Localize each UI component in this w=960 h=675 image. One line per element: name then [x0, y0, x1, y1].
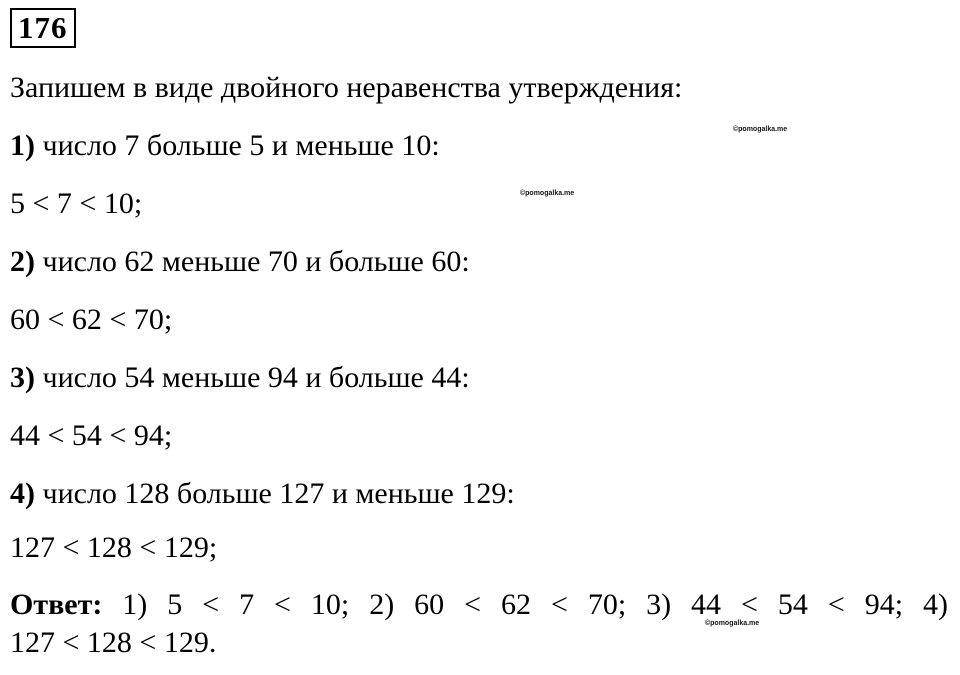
watermark-1: ©pomogalka.me — [733, 126, 788, 133]
item-1-inequality: 5 < 7 < 10; — [10, 187, 143, 220]
item-4-text: число 128 больше 127 и меньше 129: — [42, 477, 515, 510]
answer-text-1: 1) 5 < 7 < 10; 2) 60 < 62 < 70; 3) 44 < 54 < 94; 4) — [122, 588, 949, 621]
answer-line-1 — [10, 586, 948, 624]
item-2-statement — [10, 244, 470, 280]
item-3-inequality: 44 < 54 < 94; — [10, 419, 173, 452]
intro-text: Запишем в виде двойного неравенства утверждения: — [10, 71, 683, 104]
item-3-number: 3) — [10, 361, 35, 394]
answer-block — [10, 586, 948, 662]
task-number-box: 176 — [10, 8, 76, 48]
item-4-number: 4) — [10, 477, 35, 510]
item-1-number: 1) — [10, 129, 35, 162]
item-2-number: 2) — [10, 245, 35, 278]
item-1-text: число 7 больше 5 и меньше 10: — [42, 129, 440, 162]
item-4-inequality: 127 < 128 < 129; — [10, 531, 218, 564]
watermark-3: ©pomogalka.me — [705, 620, 760, 627]
answer-label: Ответ: — [10, 588, 103, 621]
item-4-statement — [10, 476, 515, 512]
item-3-statement — [10, 360, 470, 396]
answer-line-2: 127 < 128 < 129. — [10, 626, 217, 659]
item-3-text: число 54 меньше 94 и больше 44: — [42, 361, 470, 394]
item-2-text: число 62 меньше 70 и больше 60: — [42, 245, 470, 278]
item-2-inequality: 60 < 62 < 70; — [10, 303, 173, 336]
watermark-2: ©pomogalka.me — [520, 190, 575, 197]
item-1-statement — [10, 128, 440, 164]
